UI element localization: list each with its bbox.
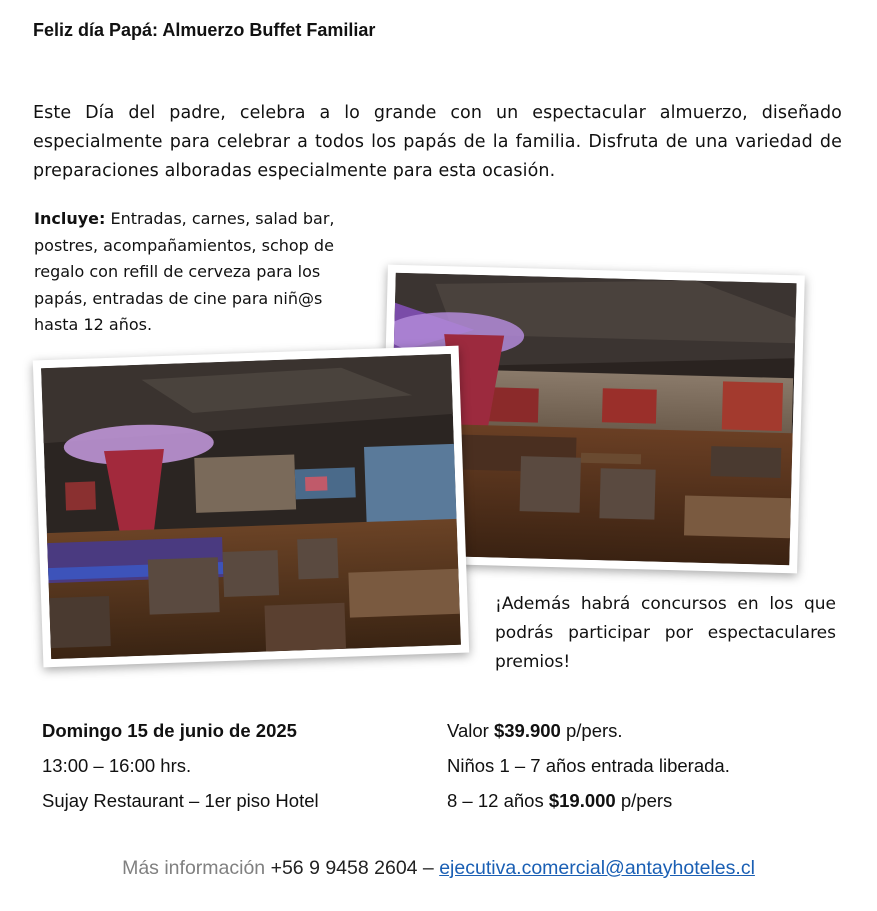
price-teen-amount: $19.000 xyxy=(548,790,616,811)
contact-phone: +56 9 9458 2604 – xyxy=(265,857,440,879)
price-teen xyxy=(447,787,730,822)
price-adult xyxy=(447,717,730,752)
price-kids: Niños 1 – 7 años entrada liberada. xyxy=(447,755,730,776)
price-adult-prefix: Valor xyxy=(447,720,494,741)
contest-paragraph: ¡Además habrá concursos en los que podrás participar por espectaculares premios! xyxy=(495,594,836,672)
event-time: 13:00 – 16:00 hrs. xyxy=(42,755,192,776)
page-title: Feliz día Papá: Almuerzo Buffet Familiar xyxy=(33,20,376,40)
event-date: Domingo 15 de junio de 2025 xyxy=(42,720,297,741)
restaurant-photo-left xyxy=(33,346,469,668)
price-teen-suffix: p/pers xyxy=(615,790,673,811)
includes-text: Entradas, carnes, salad bar, postres, acompañamientos, schop de regalo con refill de cerveza para los papás, entradas de cine para niñ@s hasta 12 años. xyxy=(34,209,335,334)
includes-label: Incluye: xyxy=(34,209,106,228)
intro-paragraph: Este Día del padre, celebra a lo grande con un espectacular almuerzo, diseñado especialmente para celebrar a todos los papás de la familia. Disfruta de una variedad de preparaciones alboradas especialmente para esta ocasión. xyxy=(33,103,842,181)
price-adult-suffix: p/pers. xyxy=(560,720,623,741)
event-details xyxy=(42,717,319,822)
includes-paragraph xyxy=(34,206,354,339)
price-teen-prefix: 8 – 12 años xyxy=(447,790,549,811)
contact-line xyxy=(0,857,877,880)
contact-email-link[interactable]: ejecutiva.comercial@antayhoteles.cl xyxy=(439,857,755,879)
pricing-details xyxy=(447,717,730,822)
event-place: Sujay Restaurant – 1er piso Hotel xyxy=(42,790,319,811)
contact-label: Más información xyxy=(122,857,266,879)
price-adult-amount: $39.900 xyxy=(493,720,561,741)
